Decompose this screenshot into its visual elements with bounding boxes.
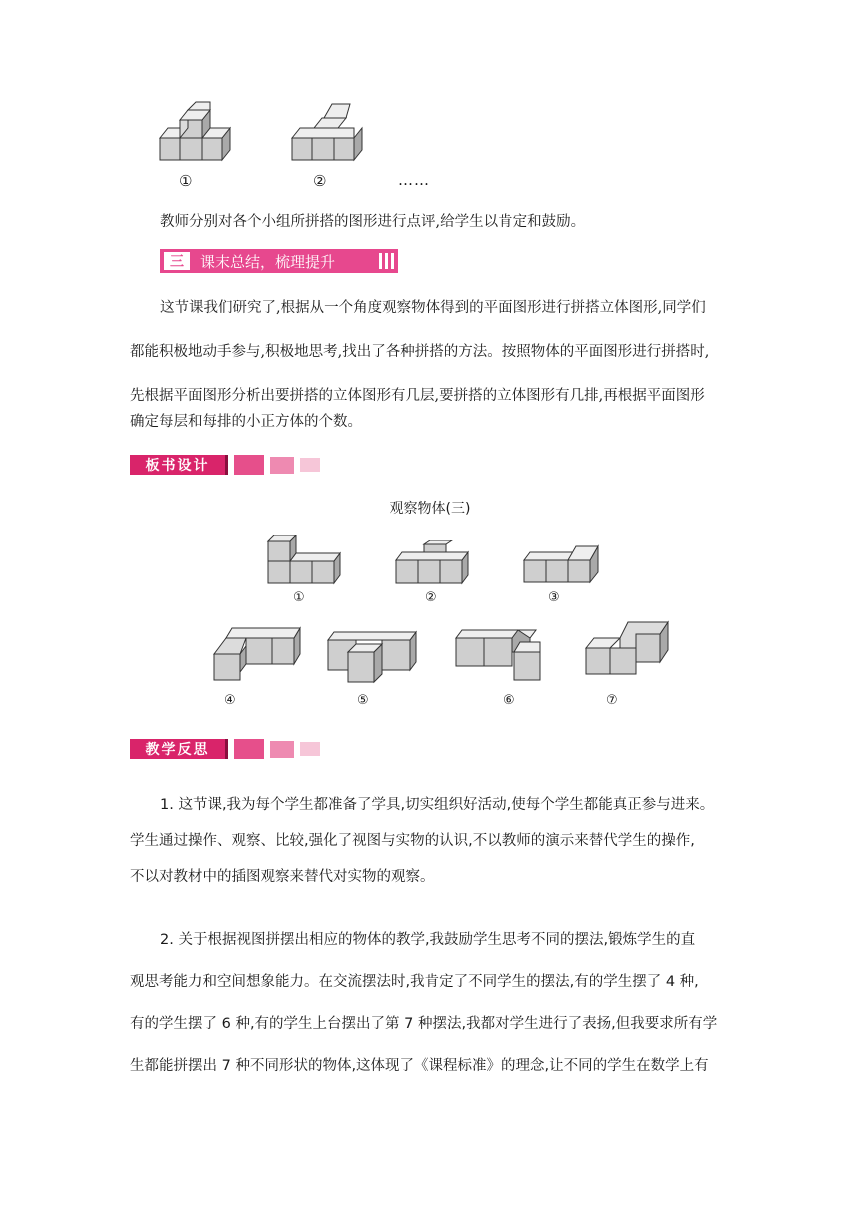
board-label-1: ① — [293, 590, 305, 605]
banner-label: 教学反思 — [130, 739, 228, 759]
reflection-banner — [130, 738, 320, 760]
board-label-7: ⑦ — [606, 693, 618, 708]
board-figure-4 — [212, 624, 302, 682]
reflection-paragraph-1 — [130, 794, 730, 888]
section-title: 课末总结，梳理提升 — [200, 252, 336, 271]
summary-line-2: 都能积极地动手参与,积极地思考,找出了各种拼搭的方法。按照物体的平面图形进行拼搭时, — [130, 344, 710, 360]
reflection-2-line-3: 有的学生摆了 6 种,有的学生上台摆出了第 7 种摆法,我都对学生进行了表扬,但我要求所有学 — [130, 1016, 718, 1032]
board-label-4: ④ — [224, 693, 236, 708]
summary-line-3: 先根据平面图形分析出要拼搭的立体图形有几层,要拼搭的立体图形有几排,再根据平面图形 — [130, 388, 705, 404]
board-label-2: ② — [425, 590, 437, 605]
reflection-2-line-4: 生都能拼摆出 7 种不同形状的物体,这体现了《课程标准》的理念,让不同的学生在数学上有 — [130, 1058, 709, 1074]
reflection-1-line-1: 1. 这节课,我为每个学生都准备了学具,切实组织好活动,使每个学生都能真正参与进来。 — [160, 797, 715, 813]
top-figure-label-2: ② — [313, 172, 327, 190]
banner-square-3 — [300, 742, 320, 756]
section-number: 三 — [164, 252, 190, 270]
board-figure-6 — [454, 628, 544, 684]
board-figure-1 — [266, 535, 342, 585]
summary-line-1: 这节课我们研究了,根据从一个角度观察物体得到的平面图形进行拼搭立体图形,同学们 — [160, 300, 706, 316]
reflection-paragraph-2 — [130, 929, 730, 1077]
reflection-1-line-2: 学生通过操作、观察、比较,强化了视图与实物的认识,不以教师的演示来替代学生的操作, — [130, 833, 695, 849]
summary-line-4: 确定每层和每排的小正方体的个数。 — [130, 414, 362, 430]
board-figure-3 — [522, 544, 600, 584]
summary-paragraph — [130, 297, 730, 433]
banner-square-3 — [300, 458, 320, 472]
board-figure-2 — [394, 540, 470, 585]
top-figure-2 — [290, 100, 364, 162]
reflection-1-line-3: 不以对教材中的插图观察来替代对实物的观察。 — [130, 869, 435, 885]
top-figure-label-1: ① — [179, 172, 193, 190]
banner-square-1 — [234, 455, 264, 475]
top-figure-1 — [158, 100, 232, 162]
board-figure-5 — [326, 630, 420, 684]
header-stripes — [379, 253, 394, 269]
reflection-2-line-1: 2. 关于根据视图拼摆出相应的物体的教学,我鼓励学生思考不同的摆法,锻炼学生的直 — [160, 932, 696, 948]
board-figure-7 — [584, 620, 674, 678]
board-design-banner — [130, 454, 320, 476]
board-label-5: ⑤ — [357, 693, 369, 708]
banner-square-2 — [270, 457, 294, 474]
section-three-header — [160, 249, 398, 273]
banner-square-2 — [270, 741, 294, 758]
intro-paragraph: 教师分别对各个小组所拼搭的图形进行点评,给学生以肯定和鼓励。 — [160, 214, 586, 230]
board-title: 观察物体(三) — [389, 501, 471, 517]
reflection-2-line-2: 观思考能力和空间想象能力。在交流摆法时,我肯定了不同学生的摆法,有的学生摆了 4 种, — [130, 974, 699, 990]
board-label-3: ③ — [548, 590, 560, 605]
banner-square-1 — [234, 739, 264, 759]
banner-label: 板书设计 — [130, 455, 228, 475]
board-label-6: ⑥ — [503, 693, 515, 708]
ellipsis: …… — [398, 171, 430, 189]
